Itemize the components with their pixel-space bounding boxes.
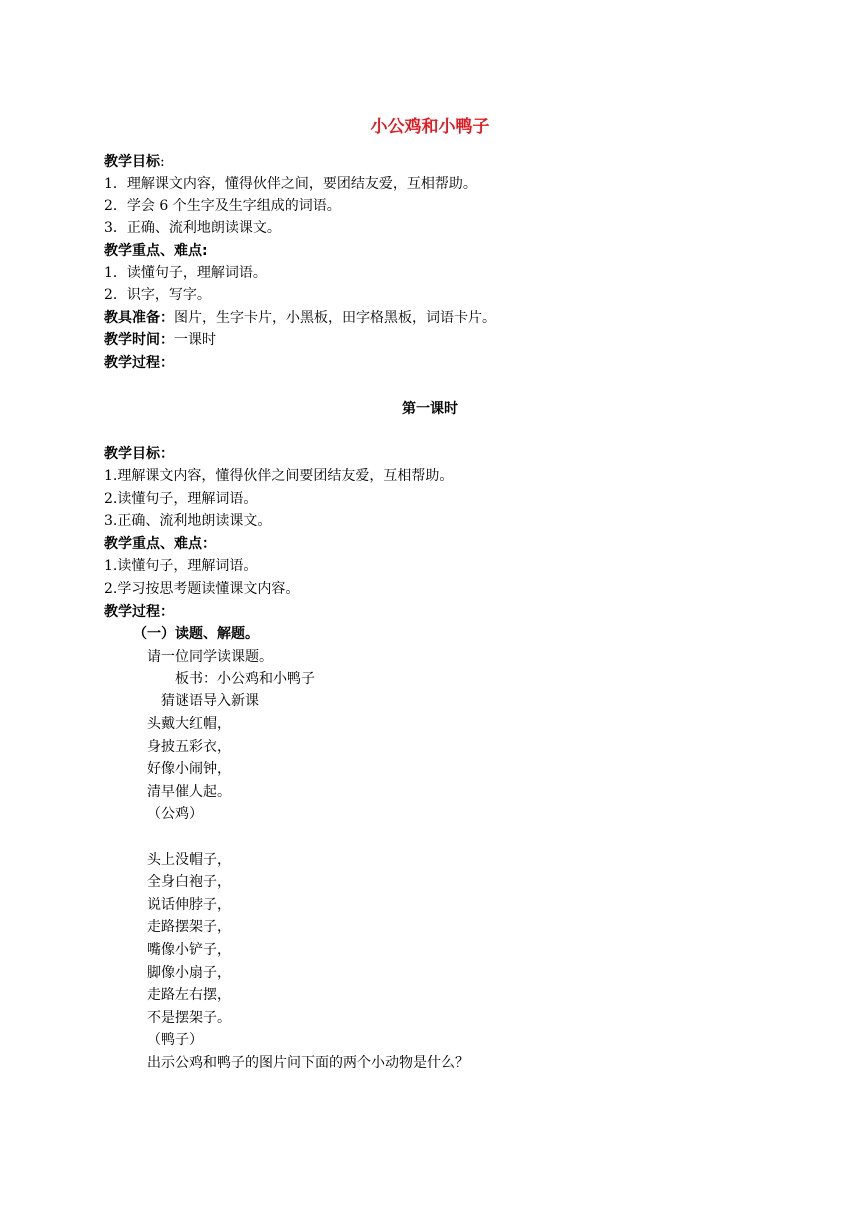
overview-keypoint-1: 1．读懂句子，理解词语。: [104, 265, 267, 281]
overview-tools: [104, 307, 496, 329]
overview-tools-heading: 教具准备：: [104, 310, 174, 326]
lesson1-goals-heading: 教学目标：: [104, 446, 174, 462]
riddle2-line-7: 走路左右摆，: [147, 987, 231, 1003]
lesson1-keypoints-heading: 教学重点、难点：: [104, 536, 216, 552]
lesson1-goal-3: 3.正确、流利地朗读课文。: [104, 513, 272, 529]
riddle2-line-2: 全身白袍子，: [147, 874, 231, 890]
riddle1-line-3: 好像小闹钟，: [147, 761, 231, 777]
overview-tools-text: 图片，生字卡片，小黑板，田字格黑板，词语卡片。: [174, 310, 496, 326]
overview-keypoint-2: 2．识字，写字。: [104, 287, 211, 303]
overview-time: [104, 329, 216, 351]
lesson1-process-heading: 教学过程：: [104, 604, 174, 620]
lesson1-heading: 第一课时: [402, 401, 458, 417]
riddle2-line-1: 头上没帽子，: [147, 852, 231, 868]
overview-time-text: 一课时: [174, 332, 216, 348]
riddle2-answer: （鸭子）: [147, 1032, 203, 1048]
step1-heading: （一）读题、解题。: [133, 626, 259, 642]
overview-goal-3: 3．正确、流利地朗读课文。: [104, 220, 281, 236]
lesson1-keypoint-1: 1.读懂句子，理解词语。: [104, 558, 258, 574]
step1-line-3: 猜谜语导入新课: [161, 693, 259, 709]
document-title: 小公鸡和小鸭子: [370, 117, 490, 137]
overview-keypoints-heading: 教学重点、难点:: [104, 243, 208, 259]
step1-line-1: 请一位同学读课题。: [147, 649, 273, 665]
lesson1-keypoint-2: 2.学习按思考题读懂课文内容。: [104, 581, 300, 597]
riddle1-line-4: 清早催人起。: [147, 784, 231, 800]
lesson1-goal-2: 2.读懂句子，理解词语。: [104, 491, 258, 507]
overview-goal-1: 1．理解课文内容，懂得伙伴之间，要团结友爱，互相帮助。: [104, 176, 477, 192]
overview-goals-colon: :: [160, 154, 165, 170]
riddle1-line-1: 头戴大红帽，: [147, 716, 231, 732]
overview-goals-heading: [104, 151, 165, 173]
riddle1-line-2: 身披五彩衣，: [147, 739, 231, 755]
overview-goals-heading-text: 教学目标: [104, 154, 160, 170]
closing-question: 出示公鸡和鸭子的图片问下面的两个小动物是什么？: [147, 1055, 469, 1071]
overview-process-heading: 教学过程：: [104, 355, 174, 371]
lesson1-goal-1: 1.理解课文内容，懂得伙伴之间要团结友爱，互相帮助。: [104, 468, 454, 484]
riddle2-line-4: 走路摆架子，: [147, 919, 231, 935]
overview-goal-2: 2．学会 6 个生字及生字组成的词语。: [104, 198, 341, 214]
riddle2-line-5: 嘴像小铲子，: [147, 942, 231, 958]
riddle2-line-6: 脚像小扇子，: [147, 965, 231, 981]
step1-line-2: 板书：小公鸡和小鸭子: [175, 671, 315, 687]
riddle1-answer: （公鸡）: [147, 806, 203, 822]
overview-time-heading: 教学时间：: [104, 332, 174, 348]
riddle2-line-8: 不是摆架子。: [147, 1010, 231, 1026]
riddle2-line-3: 说话伸脖子，: [147, 897, 231, 913]
